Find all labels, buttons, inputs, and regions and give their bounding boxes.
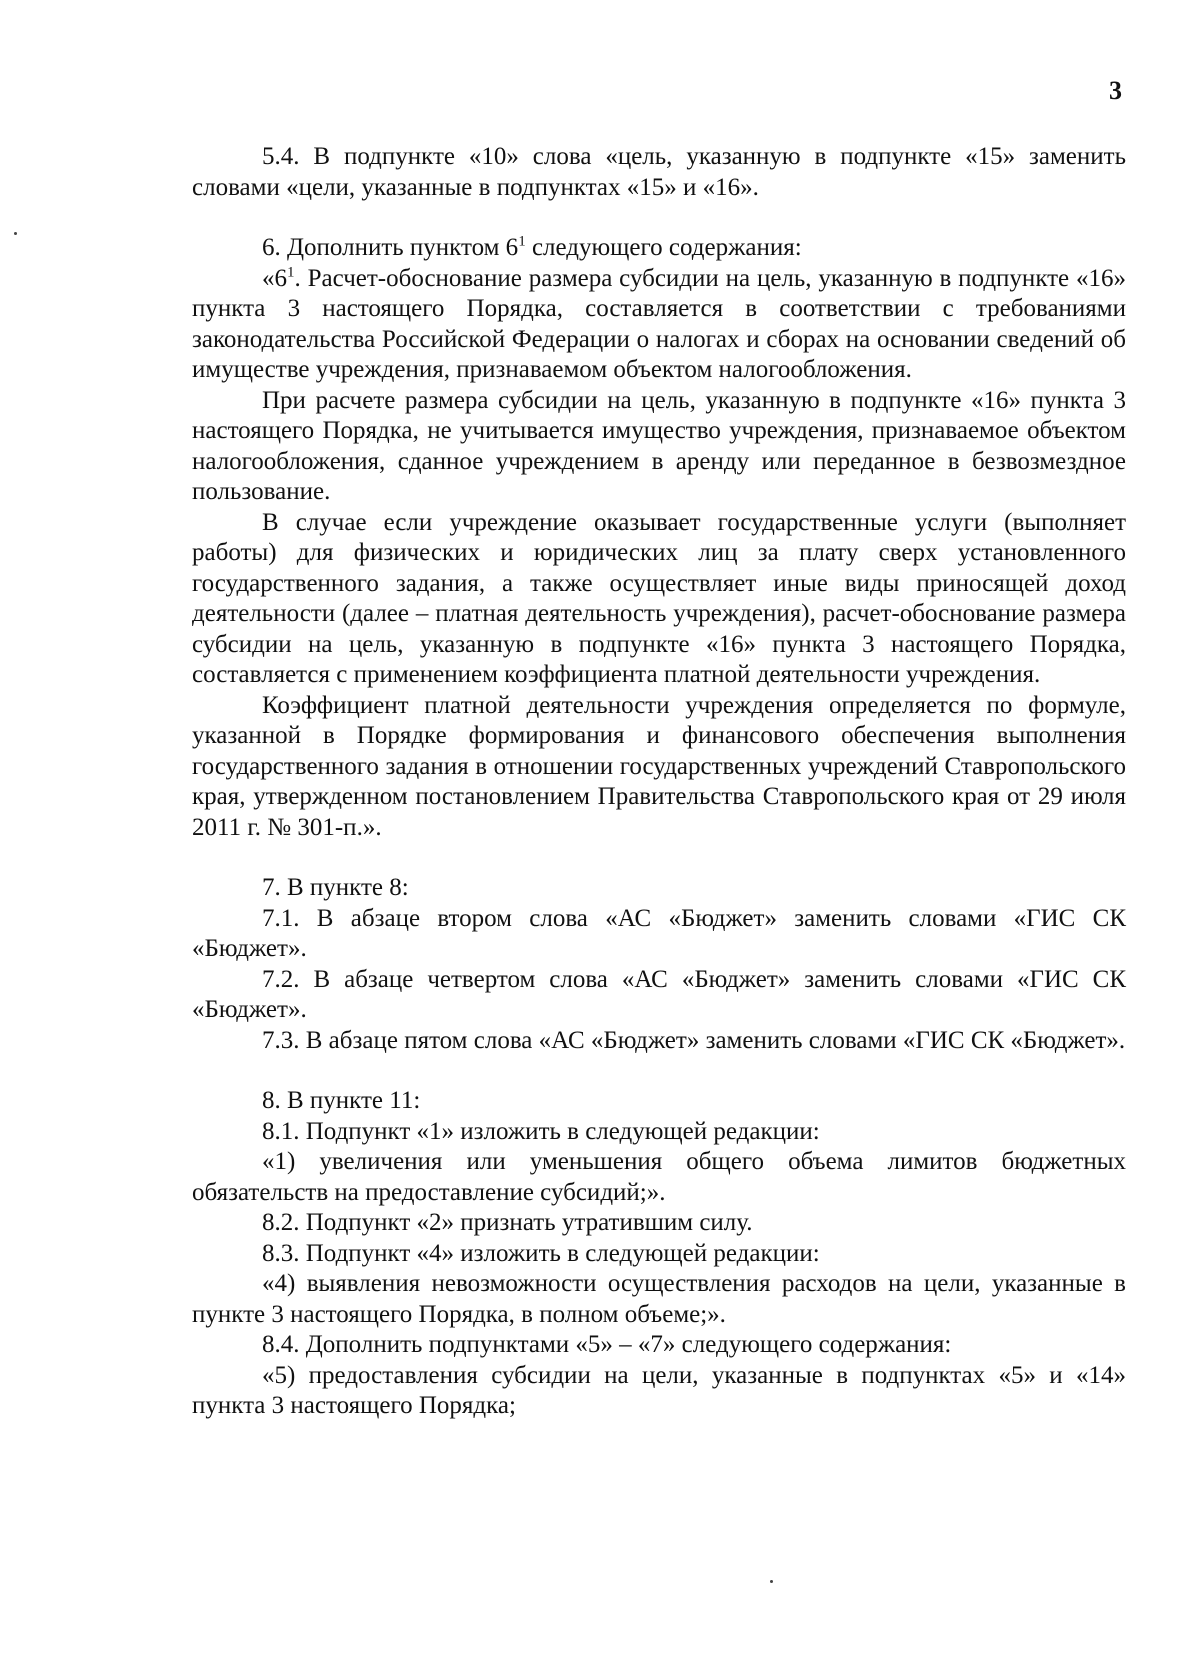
paragraph-8-1: 8.1. Подпункт «1» изложить в следующей редакции: bbox=[262, 1117, 820, 1145]
paragraph-8: 8. В пункте 11: bbox=[262, 1087, 421, 1114]
scan-speck bbox=[14, 232, 17, 235]
paragraph-6-text: 6. Дополнить пунктом 6 bbox=[262, 234, 519, 261]
paragraph-8-1-text: «1) увеличения или уменьшения общего объема лимитов бюджетных обязательств на предоставление субсидий;». bbox=[192, 1148, 1126, 1206]
paragraph-7-3: 7.3. В абзаце пятом слова «АС «Бюджет» заменить словами «ГИС СК «Бюджет». bbox=[262, 1026, 1126, 1054]
scan-speck bbox=[770, 1580, 773, 1583]
paragraph-6-1-exclusion: При расчете размера субсидии на цель, указанную в подпункте «16» пункта 3 настоящего Порядка, не учитывается имущество учреждения, признаваемое объектом налогообложения, сданное учреждением в аренду или переданное в безвозмездное пользование. bbox=[192, 386, 1126, 505]
paragraph-6-1-coefficient: Коэффициент платной деятельности учреждения определяется по формуле, указанной в Порядке формирования и финансового обеспечения выполнения государственного задания в отношении государственных учреждений Ставропольского края, утвержденном постановлением Правительства Ставропольского края от 29 июля 2011 г. № 301-п.». bbox=[192, 691, 1126, 841]
paragraph-8-4-item-5: «5) предоставления субсидии на цели, указанные в подпунктах «5» и «14» пункта 3 настоящего Порядка; bbox=[192, 1361, 1126, 1419]
superscript: 1 bbox=[518, 233, 526, 250]
paragraph-7: 7. В пункте 8: bbox=[262, 874, 409, 901]
paragraph-8-4: 8.4. Дополнить подпунктами «5» – «7» следующего содержания: bbox=[262, 1331, 952, 1358]
paragraph-7-2: 7.2. В абзаце четвертом слова «АС «Бюджет» заменить словами «ГИС СК «Бюджет». bbox=[192, 965, 1126, 1023]
paragraph-8-2: 8.2. Подпункт «2» признать утратившим силу. bbox=[262, 1209, 753, 1236]
paragraph-6-1-open: «6 bbox=[262, 264, 287, 292]
paragraph-5-4: 5.4. В подпункте «10» слова «цель, указанную в подпункте «15» заменить словами «цели, указанные в подпунктах «15» и «16». bbox=[192, 143, 1126, 201]
paragraph-6-1-text: . Расчет-обоснование размера субсидии на цель, указанную в подпункте «16» пункта 3 настоящего Порядка, составляется в соответствии с требованиями законодательства Российской Федерации о налогах и сборах на основании сведений об имуществе учреждения, признаваемом объектом налогообложения. bbox=[192, 264, 1126, 383]
superscript: 1 bbox=[287, 264, 295, 281]
paragraph-6-1-paid-activity: В случае если учреждение оказывает государственные услуги (выполняет работы) для физических и юридических лиц за плату сверх установленного государственного задания, а также осуществляет иные виды приносящей доход деятельности (далее – платная деятельность учреждения), расчет-обоснование размера субсидии на цель, указанную в подпункте «16» пункта 3 настоящего Порядка, составляется с применением коэффициента платной деятельности учреждения. bbox=[192, 508, 1126, 688]
paragraph-6 bbox=[192, 233, 1126, 264]
page-number: 3 bbox=[1109, 76, 1122, 105]
document-body bbox=[192, 142, 1126, 1422]
paragraph-8-3: 8.3. Подпункт «4» изложить в следующей редакции: bbox=[262, 1239, 820, 1267]
paragraph-6-text-end: следующего содержания: bbox=[525, 234, 802, 261]
paragraph-7-1: 7.1. В абзаце втором слова «АС «Бюджет» заменить словами «ГИС СК «Бюджет». bbox=[192, 904, 1126, 962]
paragraph-6-1 bbox=[192, 264, 1126, 386]
paragraph-8-3-text: «4) выявления невозможности осуществления расходов на цели, указанные в пункте 3 настоящего Порядка, в полном объеме;». bbox=[192, 1270, 1126, 1328]
